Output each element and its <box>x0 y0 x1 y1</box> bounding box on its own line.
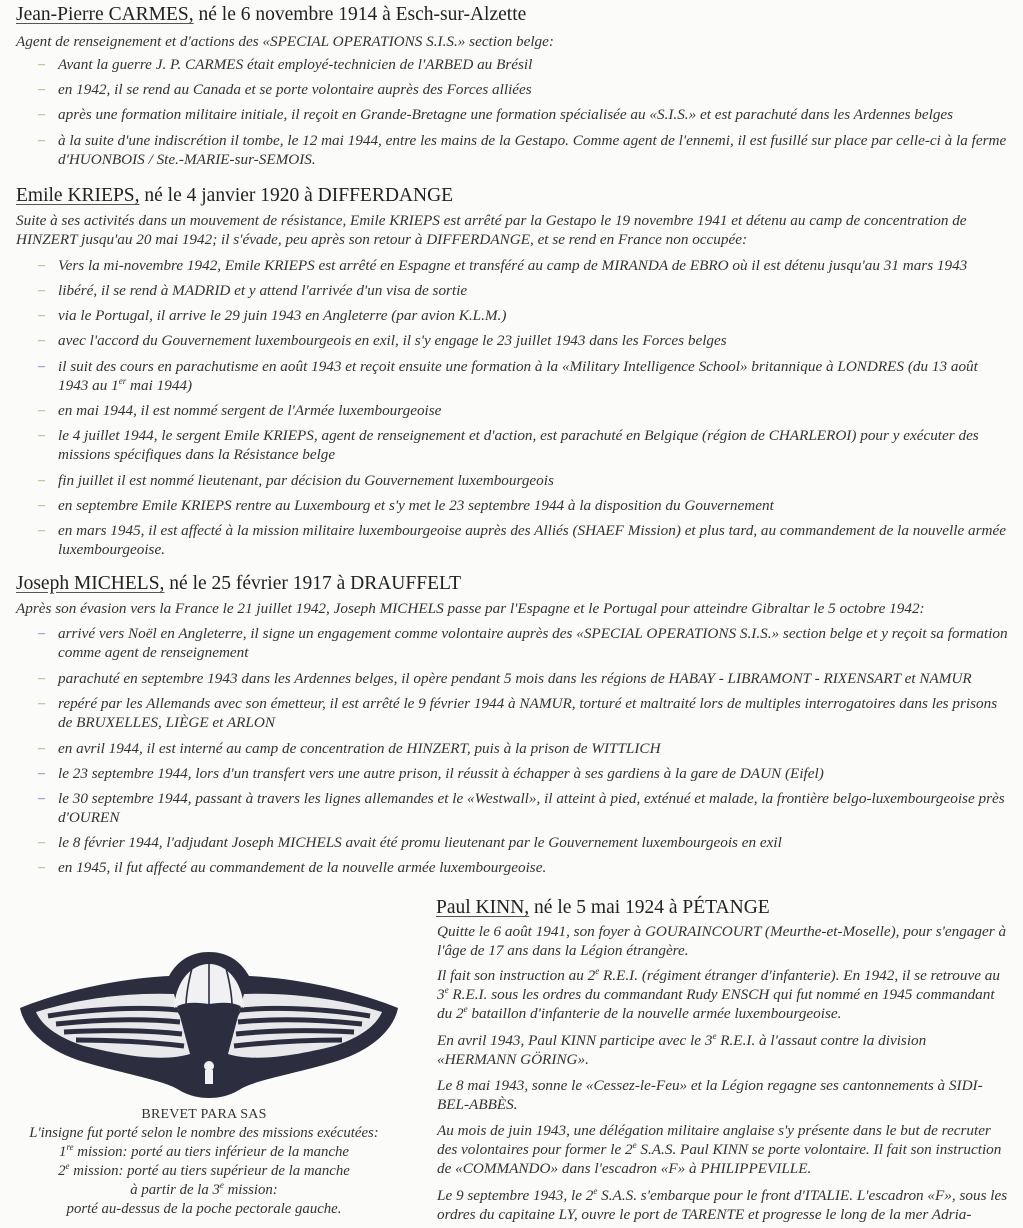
michels-birth: né le 25 février 1917 à DRAUFFELT <box>164 573 462 594</box>
carmes-heading <box>16 4 526 26</box>
kinn-name: Paul KINN, <box>436 897 530 918</box>
krieps-item: – fin juillet il est nommé lieutenant, par décision du Gouvernement luxembourgeois <box>38 472 554 489</box>
krieps-item: – le 4 juillet 1944, le sergent Emile KRIEPS, agent de renseignement et d'action, est parachuté en Belgique (région de CHARLEROI) pour y exécuter des missions spécifiques dans la Résistance belge <box>38 427 979 463</box>
carmes-item: – Avant la guerre J. P. CARMES était employé-technicien de l'ARBED au Brésil <box>38 56 533 73</box>
michels-item: – le 8 février 1944, l'adjudant Joseph MICHELS avait été promu lieutenant par le Gouvernement luxembourgeois en exil <box>38 834 782 851</box>
krieps-item: – avec l'accord du Gouvernement luxembourgeois en exil, il s'y engage le 23 juillet 1943 dans les Forces belges <box>38 332 727 349</box>
dash-marker: – <box>38 835 45 850</box>
dash-marker: – <box>38 133 45 148</box>
brevet-line: 2e mission: porté au tiers supérieur de la manche <box>58 1161 350 1179</box>
krieps-item: – en mai 1944, il est nommé sergent de l'Armée luxembourgeoise <box>38 402 442 419</box>
brevet-line: porté au-dessus de la poche pectorale gauche. <box>66 1201 342 1217</box>
dash-marker: – <box>38 626 45 641</box>
michels-item: – arrivé vers Noël en Angleterre, il signe un engagement comme volontaire auprès des «SPECIAL OPERATIONS S.I.S.» section belge et y reçoit sa formation comme agent de renseignement <box>38 625 1008 661</box>
dash-marker: – <box>38 473 45 488</box>
brevet-line: 1re mission: porté au tiers inférieur de la manche <box>59 1142 349 1160</box>
michels-item: – le 30 septembre 1944, passant à travers les lignes allemandes et le «Westwall», il atteint à pied, exténué et malade, la frontière belgo-luxembourgeoise près d'OUREN <box>38 790 1005 826</box>
michels-heading <box>16 573 461 595</box>
kinn-paragraph: En avril 1943, Paul KINN participe avec le 3e R.E.I. à l'assaut contre la division «HERMANN GÖRING». <box>437 1030 927 1068</box>
dash-marker: – <box>38 82 45 97</box>
dash-marker: – <box>38 741 45 756</box>
michels-item: – le 23 septembre 1944, lors d'un transfert vers une autre prison, il réussit à échapper à ses gardiens à la gare de DAUN (Eifel) <box>38 765 824 782</box>
dash-marker: – <box>38 403 45 418</box>
brevet-title: BREVET PARA SAS <box>141 1107 267 1122</box>
michels-item: – en avril 1944, il est interné au camp de concentration de HINZERT, puis à la prison de WITTLICH <box>38 740 661 757</box>
carmes-item: – en 1942, il se rend au Canada et se porte volontaire auprès des Forces alliées <box>38 81 532 98</box>
carmes-intro: Agent de renseignement et d'actions des «SPECIAL OPERATIONS S.I.S.» section belge: <box>16 33 554 50</box>
krieps-item: – en mars 1945, il est affecté à la mission militaire luxembourgeoise auprès des Alliés (SHAEF Mission) et plus tard, au commandement de la nouvelle armée luxembourgeoise. <box>38 522 1006 558</box>
michels-item: – repéré par les Allemands avec son émetteur, il est arrêté le 9 février 1944 à NAMUR, torturé et maltraité lors de multiples interrogatoires dans les prisons de BRUXELLES, LIÈGE et ARLON <box>38 695 998 731</box>
dash-marker: – <box>38 359 45 374</box>
krieps-intro: Suite à ses activités dans un mouvement de résistance, Emile KRIEPS est arrêté par la Gestapo le 19 novembre 1941 et détenu au camp de concentration de HINZERT jusqu'au 20 mai 1942; il s'évade, peu après son retour à DIFFERDANGE, et se rend en France non occupée: <box>16 212 967 248</box>
carmes-item: – à la suite d'une indiscrétion il tombe, le 12 mai 1944, entre les mains de la Gestapo. Comme agent de l'ennemi, il est fusillé sur place par celle-ci à la ferme d'HUONBOIS / Ste.-MARIE-sur-SEMOIS. <box>38 132 1007 168</box>
dash-marker: – <box>38 671 45 686</box>
dash-marker: – <box>38 523 45 538</box>
krieps-name: Emile KRIEPS, <box>16 185 140 206</box>
kinn-paragraph: Le 8 mai 1943, sonne le «Cessez-le-Feu» et la Légion regagne ses cantonnements à SIDI-BEL-ABBÈS. <box>437 1077 983 1113</box>
dash-marker: – <box>38 333 45 348</box>
kinn-heading <box>436 897 770 919</box>
brevet-line: à partir de la 3e mission: <box>130 1180 278 1198</box>
dash-marker: – <box>38 57 45 72</box>
michels-item: – parachuté en septembre 1943 dans les Ardennes belges, il opère pendant 5 mois dans les régions de HABAY - LIBRAMONT - RIXENSART et NAMUR <box>38 670 972 687</box>
dash-marker: – <box>38 283 45 298</box>
michels-name: Joseph MICHELS, <box>16 573 165 594</box>
dash-marker: – <box>38 308 45 323</box>
krieps-item: – via le Portugal, il arrive le 29 juin 1943 en Angleterre (par avion K.L.M.) <box>38 307 507 324</box>
dash-marker: – <box>38 258 45 273</box>
dash-marker: – <box>38 696 45 711</box>
dash-marker: – <box>38 498 45 513</box>
krieps-item: – libéré, il se rend à MADRID et y attend l'arrivée d'un visa de sortie <box>38 282 468 299</box>
dash-marker: – <box>38 791 45 806</box>
carmes-item: – après une formation militaire initiale, il reçoit en Grande-Bretagne une formation spécialisée au «S.I.S.» et est parachuté dans les Ardennes belges <box>38 106 954 123</box>
parachute-wings-icon <box>14 950 404 1100</box>
dash-marker: – <box>38 860 45 875</box>
brevet-caption <box>0 1105 408 1219</box>
michels-intro: Après son évasion vers la France le 21 juillet 1942, Joseph MICHELS passe par l'Espagne et le Portugal pour atteindre Gibraltar le 5 octobre 1942: <box>16 600 925 617</box>
carmes-name: Jean-Pierre CARMES, <box>16 4 194 25</box>
brevet-line: L'insigne fut porté selon le nombre des missions exécutées: <box>29 1125 379 1141</box>
kinn-paragraph: Quitte le 6 août 1941, son foyer à GOURAINCOURT (Meurthe-et-Moselle), pour s'engager à l'âge de 17 ans dans la Légion étrangère. <box>437 923 1007 959</box>
kinn-paragraph: Au mois de juin 1943, une délégation militaire anglaise s'y présente dans le but de recruter des volontaires pour former le 2e S.A.S. Paul KINN se porte volontaire. Il fait son instruction de «COMMANDO» dans l'escadron «F» à PHILIPPEVILLE. <box>437 1122 1002 1177</box>
krieps-item: – il suit des cours en parachutisme en août 1943 et reçoit ensuite une formation à la «Military Intelligence School» britannique à LONDRES (du 13 août 1943 au 1er mai 1944) <box>38 358 978 394</box>
krieps-item: – en septembre Emile KRIEPS rentre au Luxembourg et s'y met le 23 septembre 1944 à la disposition du Gouvernement <box>38 497 774 514</box>
krieps-heading <box>16 185 453 207</box>
dash-marker: – <box>38 428 45 443</box>
kinn-paragraph: Il fait son instruction au 2e R.E.I. (régiment étranger d'infanterie). En 1942, il se retrouve au 3e R.E.I. sous les ordres du commandant Rudy ENSCH qui fut nommé en 1945 commandant du 2e bataillon d'infanterie de la nouvelle armée luxembourgeoise. <box>437 965 1000 1022</box>
dash-marker: – <box>38 766 45 781</box>
dash-marker: – <box>38 107 45 122</box>
michels-item: – en 1945, il fut affecté au commandement de la nouvelle armée luxembourgeoise. <box>38 859 547 876</box>
kinn-paragraph: Le 9 septembre 1943, le 2e S.A.S. s'embarque pour le front d'ITALIE. L'escadron «F», sous les ordres du capitaine LY, ouvre le port de TARENTE et progresse le long de la mer Adria- <box>437 1185 1008 1223</box>
kinn-birth: né le 5 mai 1924 à PÉTANGE <box>529 897 770 918</box>
krieps-item: – Vers la mi-novembre 1942, Emile KRIEPS est arrêté en Espagne et transféré au camp de MIRANDA de EBRO où il est détenu jusqu'au 31 mars 1943 <box>38 257 968 274</box>
carmes-birth: né le 6 novembre 1914 à Esch-sur-Alzette <box>193 4 527 25</box>
sas-wings-badge <box>14 950 404 1100</box>
krieps-birth: né le 4 janvier 1920 à DIFFERDANGE <box>139 185 454 206</box>
